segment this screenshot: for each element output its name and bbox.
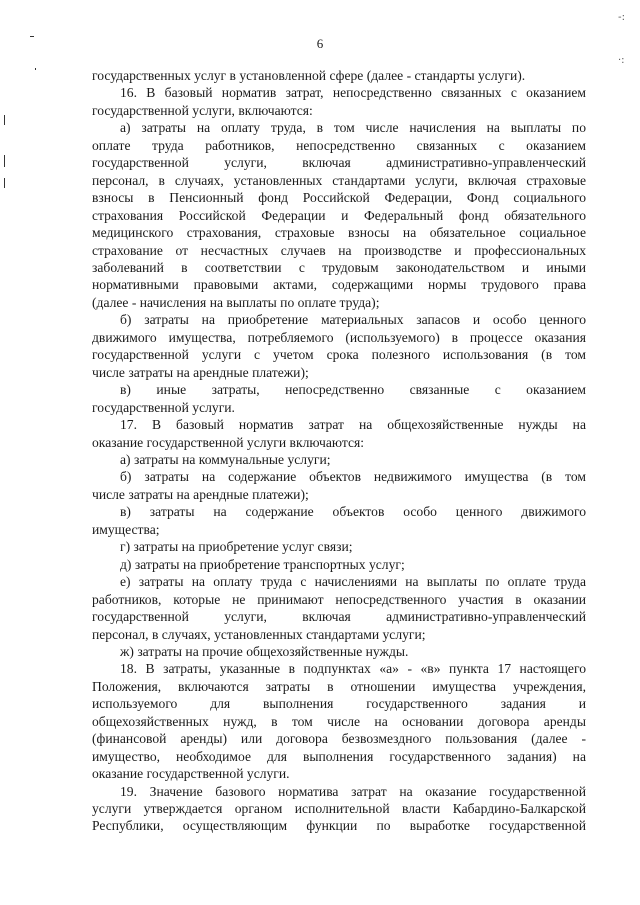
text-line: медицинского страхования, страховые взносы на обязательное социальное [92, 225, 586, 241]
text-line: ж) затраты на прочие общехозяйственные нужды. [120, 643, 409, 659]
scan-artifact-mark [35, 68, 36, 70]
text-line: общехозяйственных нужд, в том числе на основании договора аренды [92, 713, 586, 729]
text-line: персонал, в случаях, установленных стандартами услуги; [92, 626, 426, 642]
text-line: в) затраты на содержание объектов особо ценного движимого [120, 504, 586, 520]
text-line: движимого имущества, потребляемого (используемого) в процессе оказания [92, 329, 586, 345]
text-line: оплате труда работников, непосредственно связанных с оказанием [92, 137, 586, 153]
text-line: государственной услуги с учетом срока полезного использования (в том [92, 347, 586, 363]
text-line: государственной услуги, включая административно-управленческий [92, 609, 586, 625]
text-line: в) иные затраты, непосредственно связанные с оказанием [120, 382, 586, 398]
text-line: имущество, необходимое для выполнения государственного задания) на [92, 748, 586, 764]
document-body [92, 67, 586, 835]
scan-artifact-mark [4, 115, 5, 125]
text-line: государственной услуги, включаются: [92, 102, 313, 118]
text-line: страхование от несчастных случаев на производстве и профессиональных [92, 242, 586, 258]
text-line: Положения, включаются затраты в отношении имущества учреждения, [92, 678, 586, 694]
text-line: персонал, в случаях, установленных стандартами услуги, включая страховые [92, 172, 586, 188]
text-line: заболеваний в соответствии с трудовым законодательством и иными [92, 259, 586, 275]
text-line: (финансовой аренды) или договора безвозмездного пользования (далее - [92, 731, 586, 747]
text-line: оказание государственной услуги включаются: [92, 434, 365, 450]
text-line: б) затраты на содержание объектов недвижимого имущества (в том [120, 469, 586, 485]
text-line: 18. В затраты, указанные в подпунктах «а» - «в» пункта 17 настоящего [120, 661, 586, 677]
text-line: государственных услуг в установленной сфере (далее - стандарты услуги). [92, 68, 526, 83]
text-line: работников, которые не принимают непосредственного участия в оказании [92, 591, 586, 607]
text-line: е) затраты на оплату труда с начислениями на выплаты по оплате труда [120, 574, 586, 590]
text-line: государственной услуги, включая административно-управленческий [92, 155, 586, 171]
text-line: б) затраты на приобретение материальных запасов и особо ценного [120, 312, 586, 328]
text-line: а) затраты на оплату труда, в том числе начисления на выплаты по [120, 120, 586, 136]
text-line: числе затраты на арендные платежи); [92, 486, 309, 502]
scan-artifact-mark [4, 155, 5, 167]
text-line: числе затраты на арендные платежи); [92, 364, 309, 380]
text-line: страхования Российской Федерации и Федеральный фонд обязательного [92, 207, 586, 223]
text-line: (далее - начисления на выплаты по оплате труда); [92, 294, 380, 310]
text-line: 16. В базовый норматив затрат, непосредственно связанных с оказанием [120, 85, 586, 101]
text-line: используемого для выполнения государственного задания и [92, 696, 586, 712]
text-line: 19. Значение базового норматива затрат на оказание государственной [120, 783, 586, 799]
scan-artifact-mark [4, 178, 5, 188]
text-line: нормативными правовыми актами, содержащими нормы трудового права [92, 277, 586, 293]
page-number: 6 [316, 36, 324, 51]
text-line: 17. В базовый норматив затрат на общехозяйственные нужды на [120, 417, 586, 433]
text-line: услуги утверждается органом исполнительной власти Кабардино-Балкарской [92, 801, 586, 817]
text-line: д) затраты на приобретение транспортных услуг; [120, 556, 405, 572]
scan-artifact-corner: -: [618, 12, 625, 23]
text-line: государственной услуги. [92, 399, 235, 415]
text-line: г) затраты на приобретение услуг связи; [120, 539, 353, 555]
text-line: оказание государственной услуги. [92, 766, 290, 782]
text-line: имущества; [92, 521, 160, 537]
text-line: Республики, осуществляющим функции по выработке государственной [92, 818, 586, 834]
text-line: взносы в Пенсионный фонд Российской Федерации, Фонд социального [92, 190, 586, 206]
text-line: а) затраты на коммунальные услуги; [120, 451, 331, 467]
scan-artifact-mark [30, 36, 34, 37]
scan-artifact-corner: ·: [618, 55, 625, 66]
